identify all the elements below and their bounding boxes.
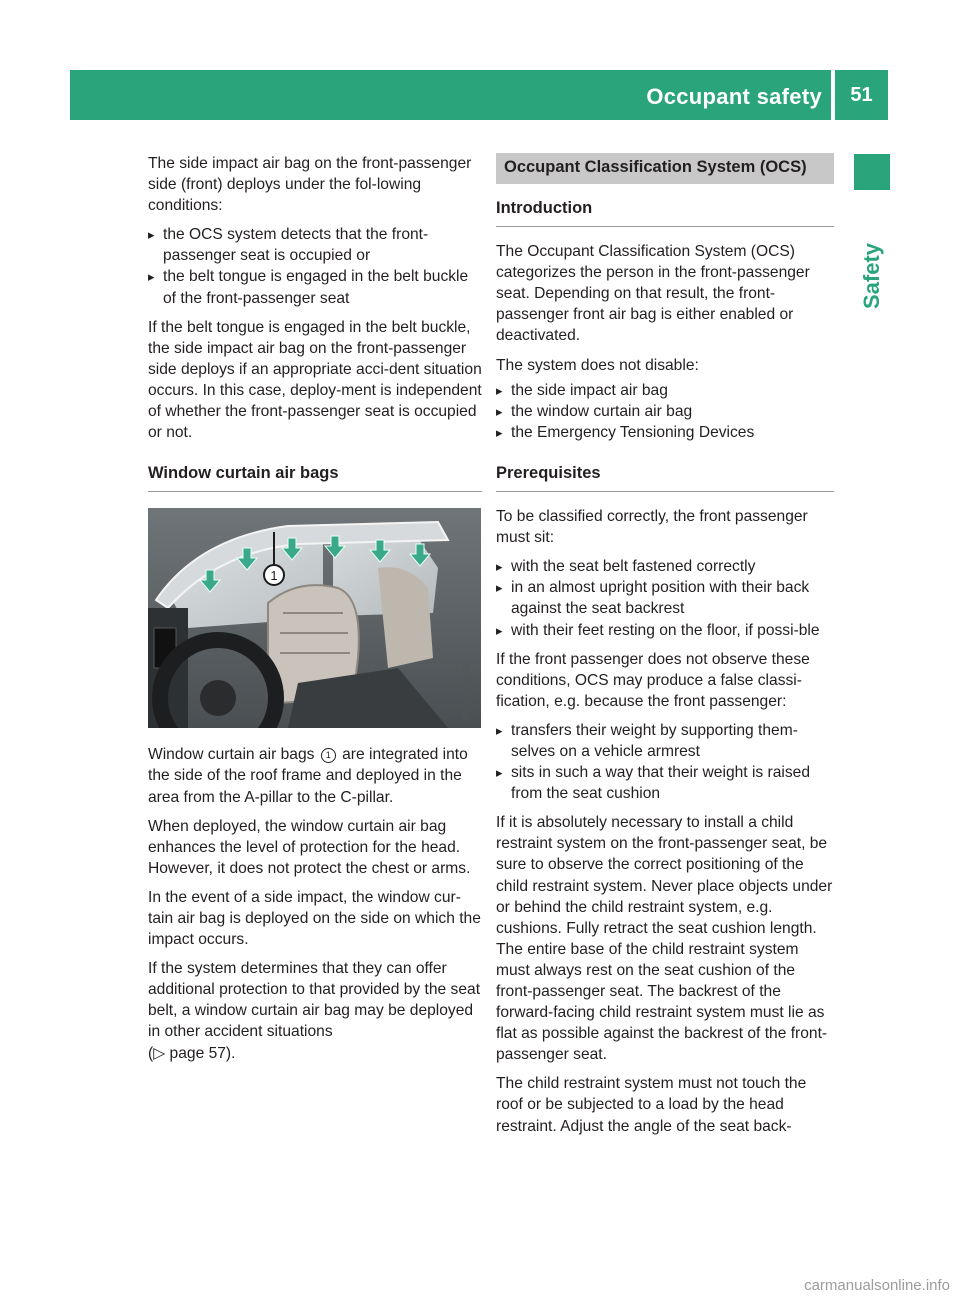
list-item: ▸ with the seat belt fastened correctly xyxy=(496,556,834,577)
figure-code: P91.60-4772-31 xyxy=(461,662,471,721)
not-disabled-list xyxy=(496,380,834,443)
caption-text: are integrated into the side of the roof frame and deployed in the area from the A-pillar to the C-pillar. xyxy=(148,746,468,806)
callout-marker: 1 xyxy=(321,748,336,763)
false-classification-list xyxy=(496,720,834,804)
introduction-heading: Introduction xyxy=(496,198,834,227)
list-item: ▸ the window curtain air bag xyxy=(496,401,834,422)
caption-text: Window curtain air bags xyxy=(148,746,315,764)
list-item: ▸ the OCS system detects that the front-passenger seat is occupied or xyxy=(148,224,482,266)
list-item: ▸ the belt tongue is engaged in the belt buckle of the front-passenger seat xyxy=(148,266,482,308)
list-item: ▸ transfers their weight by supporting them-selves on a vehicle armrest xyxy=(496,720,834,762)
page-reference-link[interactable]: page 57 xyxy=(169,1044,226,1062)
chapter-label: Safety xyxy=(859,242,884,310)
prerequisites-heading: Prerequisites xyxy=(496,463,834,492)
callout-number: 1 xyxy=(270,568,278,584)
car-interior-drawing xyxy=(148,508,481,728)
deploy-conditions-list xyxy=(148,224,482,308)
left-column xyxy=(148,153,482,1072)
page-reference-icon: ▷ xyxy=(153,1044,166,1062)
watermark: carmanualsonline.info xyxy=(804,1277,950,1294)
right-column xyxy=(496,153,834,1145)
prerequisites-intro: To be classified correctly, the front passenger must sit: xyxy=(496,508,808,547)
side-airbag-paragraph: If the belt tongue is engaged in the belt buckle, the side impact air bag on the front-passenger side deploys if an appropriate acci-dent situation occurs. In this case, deploy-ment is independent of whether the front-passenger seat is occupied or not. xyxy=(148,318,482,442)
list-item: ▸ with their feet resting on the floor, if possi-ble xyxy=(496,620,834,641)
paragraph-text: If the system determines that they can offer additional protection to that provided by the seat belt, a window curtain air bag may be deployed in other accident situations xyxy=(148,960,481,1041)
prerequisites-list xyxy=(496,556,834,640)
list-item: ▸ sits in such a way that their weight is raised from the seat cushion xyxy=(496,762,834,804)
list-item: ▸ the Emergency Tensioning Devices xyxy=(496,422,834,443)
page-title: Occupant safety xyxy=(646,84,822,109)
window-curtain-airbag-illustration xyxy=(148,508,481,728)
chapter-marker xyxy=(854,154,890,190)
window-curtain-paragraph: If the system determines that they can offer additional protection to that provided by the seat belt, a window curtain air bag may be deployed in other accident situations (▷ page 57). xyxy=(148,960,481,1062)
child-restraint-text: If it is absolutely necessary to install a child restraint system on the front-passenger seat, be sure to observe the correct positioning of the child restraint system. Never place objects under or behind the child restraint system, e.g. cushions. Fully retract the seat cushion length. The entire base of the child restraint system must always rest on the seat cushion of the front-passenger seat. The backrest of the forward-facing child restraint system must lie as flat as possible against the backrest of the front-passenger seat. xyxy=(496,814,833,1064)
window-curtain-heading: Window curtain air bags xyxy=(148,463,482,492)
disable-intro: The system does not disable: xyxy=(496,356,699,374)
side-airbag-intro: The side impact air bag on the front-passenger side (front) deploys under the fol-lowing conditions: xyxy=(148,155,472,215)
chapter-tab[interactable] xyxy=(854,226,890,326)
child-restraint-text-2: The child restraint system must not touch the roof or be subjected to a load by the head restraint. Adjust the angle of the seat back- xyxy=(496,1075,807,1135)
false-classification-text: If the front passenger does not observe these conditions, OCS may produce a false classi-fication, e.g. because the front passenger: xyxy=(496,650,810,710)
page-number: 51 xyxy=(850,84,873,106)
introduction-text: The Occupant Classification System (OCS) categorizes the person in the front-passenger seat. Depending on that result, the front-passenger front air bag is either enabled or deactivated. xyxy=(496,243,810,345)
window-curtain-paragraph: In the event of a side impact, the window cur-tain air bag is deployed on the side on which the impact occurs. xyxy=(148,888,481,949)
list-item: ▸ in an almost upright position with their back against the seat backrest xyxy=(496,577,834,619)
section-title: Occupant Classification System (OCS) xyxy=(496,153,834,184)
list-item: ▸ the side impact air bag xyxy=(496,380,834,401)
window-curtain-caption xyxy=(148,744,482,807)
window-curtain-paragraph: When deployed, the window curtain air bag enhances the level of protection for the head. However, it does not protect the chest or arms. xyxy=(148,817,471,877)
